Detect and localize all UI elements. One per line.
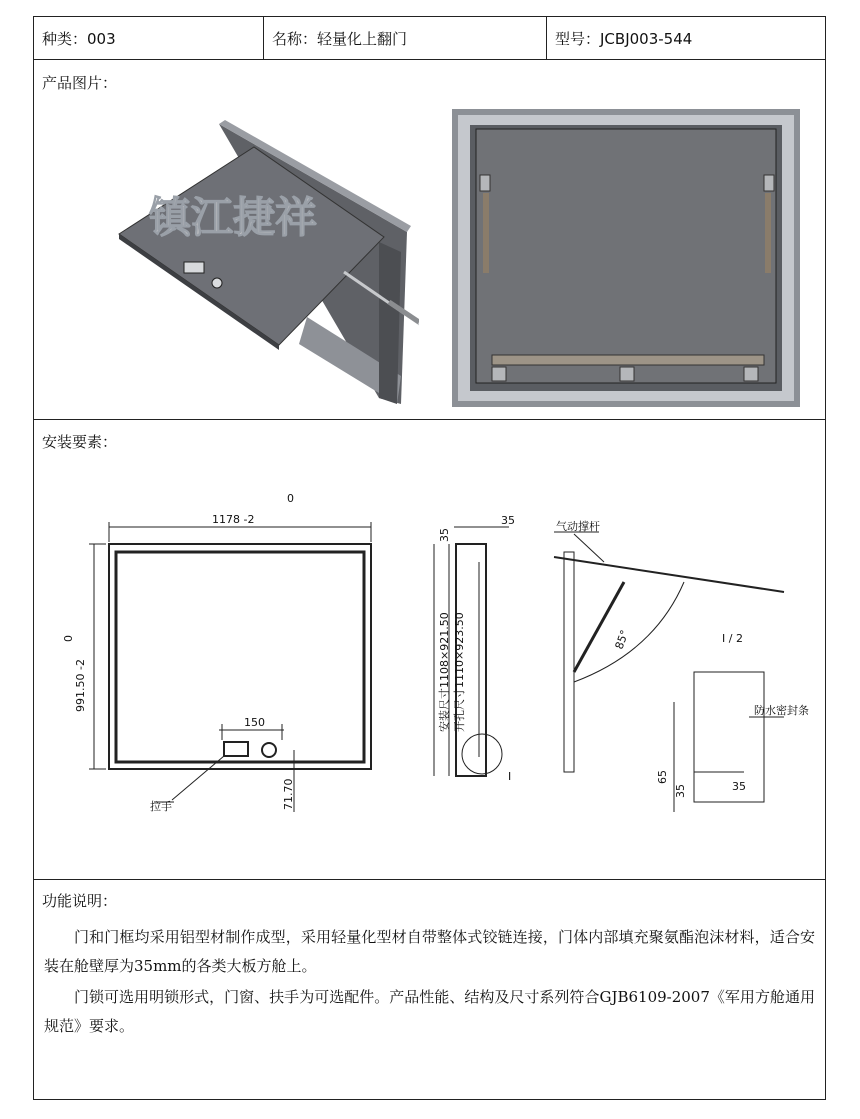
detail-section [694, 672, 764, 802]
hinge-left-top [480, 175, 490, 191]
category-cell [34, 17, 263, 59]
isometric-door-photo [79, 112, 419, 412]
hinge-bottom-center [620, 367, 634, 381]
handle-icon [184, 262, 204, 273]
model-cell [546, 17, 825, 59]
door-panel [476, 129, 776, 383]
divider-1 [34, 419, 825, 420]
gas-strut-label: 气动撑杆 [556, 520, 600, 533]
installation-drawing [54, 472, 814, 832]
header-row [34, 17, 825, 60]
handle-label: 拉手 [150, 800, 172, 813]
watermark-text: 镇江捷祥 [149, 193, 318, 242]
hinge-bar [492, 355, 764, 365]
divider-2 [34, 879, 825, 880]
description-paragraph-2: 门锁可选用明锁形式，门窗、扶手为可选配件。产品性能、结构及尺寸系列符合GJB6109-2007《军用方舱通用规范》要求。 [44, 988, 815, 1035]
product-sheet [33, 16, 826, 1100]
name-text: 名称：轻量化上翻门 [272, 29, 408, 48]
strut-right [765, 193, 771, 273]
height-dim-top: 0 [62, 635, 75, 642]
description-paragraph-1: 门和门框均采用铝型材制作成型，采用轻量化型材自带整体式铰链连接，门体内部填充聚氨酯泡沫材料，适合安装在舱壁厚为35mm的各类大板方舱上。 [44, 928, 815, 975]
detail-scale-text: I / 2 [722, 632, 743, 645]
section-frame [564, 552, 574, 772]
front-view-outer [109, 544, 371, 769]
handle-spacing-text: 150 [244, 716, 265, 729]
dim-35-v-text: 35 [674, 784, 687, 798]
hinge-bottom-right [744, 367, 758, 381]
seal-label: 防水密封条 [754, 704, 809, 717]
hinge-right-top [764, 175, 774, 191]
front-door-photo [452, 109, 800, 407]
cutout-size-text: 开孔尺寸1110×923.50 [453, 612, 466, 732]
open-angle-text: 85° [612, 628, 632, 652]
detail-circle [462, 734, 502, 774]
dim-65-text: 65 [656, 770, 669, 784]
width-dim-top: 0 [287, 492, 294, 505]
height-dim-text: 991.50 -2 [74, 659, 87, 712]
category-text: 种类：003 [42, 29, 116, 48]
lock-icon [212, 278, 222, 288]
handle-offset-text: 71.70 [282, 778, 295, 810]
open-lid-line [554, 557, 784, 592]
name-cell [263, 17, 546, 59]
frame-depth-text: 35 [501, 514, 515, 527]
model-text: 型号：JCBJ003-544 [555, 29, 693, 48]
lock-symbol [262, 743, 276, 757]
handle-symbol [224, 742, 248, 756]
width-dim-text: 1178 -2 [212, 513, 255, 526]
install-section-label: 安装要素： [42, 433, 118, 451]
strut-left [483, 193, 489, 273]
detail-mark-text: I [508, 770, 512, 783]
install-size-text: 安装尺寸1108×921.50 [438, 612, 451, 732]
frame-top-text: 35 [438, 528, 451, 542]
photos-section-label: 产品图片： [42, 74, 118, 92]
section-strut [574, 582, 624, 672]
dim-35-h-text: 35 [732, 780, 746, 793]
hinge-bottom-left [492, 367, 506, 381]
function-section-label: 功能说明： [42, 892, 118, 910]
